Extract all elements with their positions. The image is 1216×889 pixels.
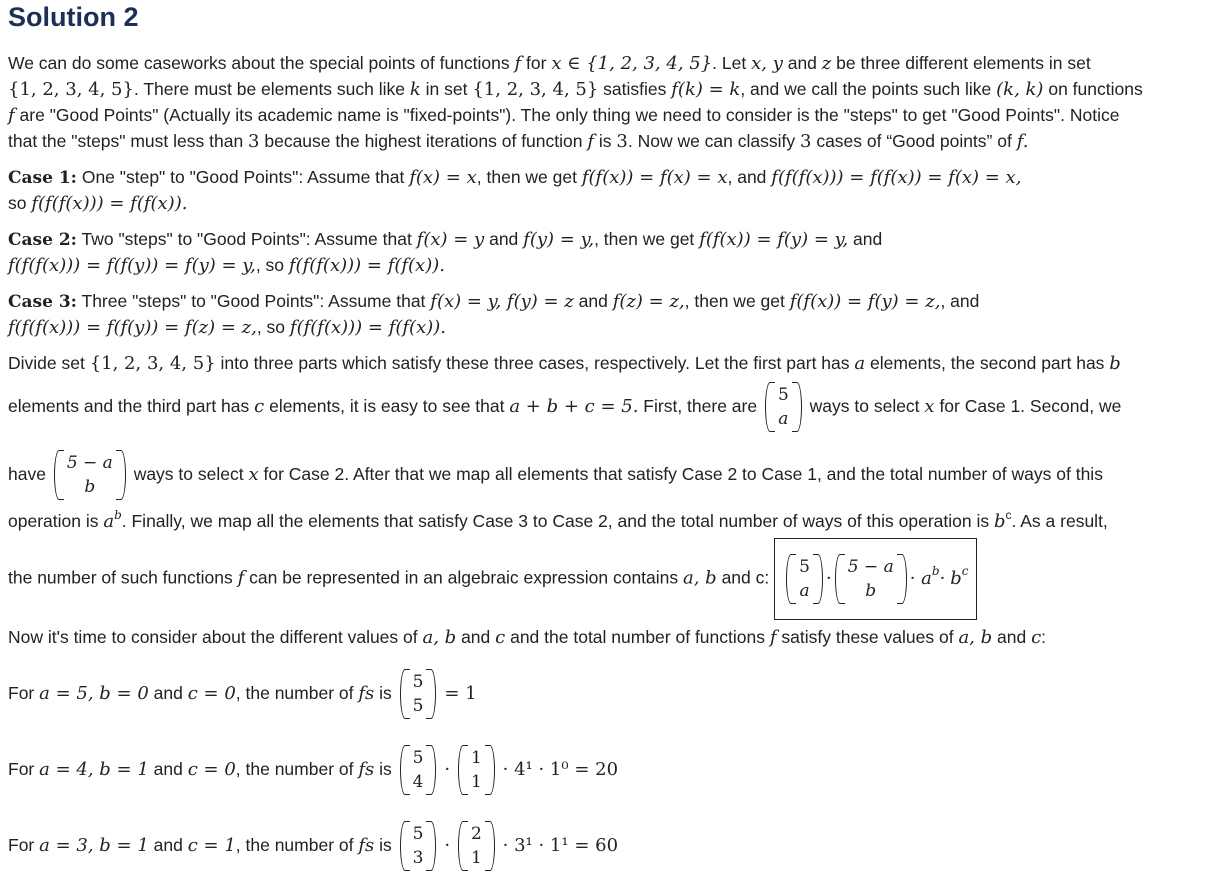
values-intro-line: Now it's time to consider about the different values of a, b and c and the total number of functions f satisfy these values of a, b and c: [8,627,1047,648]
divide-line-4: operation is $a^b$. Finally, we map all the elements that satisfy Case 3 to Case 2, and the total number of ways of this operation is $b^c$. As a result, [8,508,1108,532]
binomial-2-1: 2 1 [458,821,495,871]
binomial-5-3: 5 3 [400,821,437,871]
binomial-5-minus-a-b: 5 − a b [54,450,126,500]
value-row-2: For a = 4, b = 1 and c = 0, the number of fs is 5 4 · 1 1 · 4¹ · 1⁰ = 20 [8,738,618,801]
divide-line-1: Divide set {1, 2, 3, 4, 5} into three parts which satisfy these three cases, respectively. Let the first part has a elements, the second part has b [8,353,1121,374]
value-row-1: For a = 5, b = 0 and c = 0, the number of fs is 5 5 = 1 [8,662,477,725]
divide-line-5: the number of such functions f can be represented in an algebraic expression contains a, b and c: 5 a · 5 − a b · a b · b c [8,538,977,620]
divide-line-2: elements and the third part has c elements, it is easy to see that a + b + c = 5. First, there are 5 a ways to select x for Case 1. Second, we [8,376,1121,437]
intro-line-4: that the "steps" must less than 3 because the highest iterations of function f is 3. Now we can classify 3 cases of “Good points” of f. [8,131,1029,152]
binomial-5-minus-a-b-boxed: 5 − a b [835,554,907,604]
divide-line-3: have 5 − a b ways to select x for Case 2. After that we map all elements that satisfy Case 2 to Case 1, and the total number of ways of this [8,444,1103,505]
case-3-line-2: f(f(f(x))) = f(f(y)) = f(z) = z,, so f(f(f(x))) = f(f(x)). [8,317,446,338]
binomial-5-5: 5 5 [400,669,437,719]
case-1-line-1: Case 1: One "step" to "Good Points": Assume that f(x) = x, then we get f(f(x)) = f(x) = x, and f(f(f(x))) = f(f(x)) = f(x) = x, [8,167,1022,188]
solution-title: Solution 2 [8,2,139,32]
intro-line-1: We can do some caseworks about the special points of functions f for x ∈ {1, 2, 3, 4, 5}. Let x, y and z be three different elements in set [8,53,1091,74]
binomial-5-4: 5 4 [400,745,437,795]
boxed-formula: 5 a · 5 − a b · a b · b c [774,538,977,620]
binomial-5-a-boxed: 5 a [786,554,823,604]
value-row-3: For a = 3, b = 1 and c = 1, the number of fs is 5 3 · 2 1 · 3¹ · 1¹ = 60 [8,814,618,877]
case-2-line-2: f(f(f(x))) = f(f(y)) = f(y) = y,, so f(f(f(x))) = f(f(x)). [8,255,445,276]
intro-line-2: {1, 2, 3, 4, 5}. There must be elements such like k in set {1, 2, 3, 4, 5} satisfies f(k) = k, and we call the points such like (k, k) on functions [8,79,1143,100]
case-1-line-2: so f(f(f(x))) = f(f(x)). [8,193,188,214]
case-2-line-1: Case 2: Two "steps" to "Good Points": Assume that f(x) = y and f(y) = y,, then we get f(f(x)) = f(y) = y, and [8,229,883,250]
binomial-1-1: 1 1 [458,745,495,795]
intro-line-3: f are "Good Points" (Actually its academic name is "fixed-points"). The only thing we need to consider is the "steps" to get "Good Points". Notice [8,105,1120,126]
binomial-5-a: 5 a [765,382,802,432]
case-3-line-1: Case 3: Three "steps" to "Good Points": Assume that f(x) = y, f(y) = z and f(z) = z,, then we get f(f(x)) = f(y) = z,, and [8,291,980,312]
